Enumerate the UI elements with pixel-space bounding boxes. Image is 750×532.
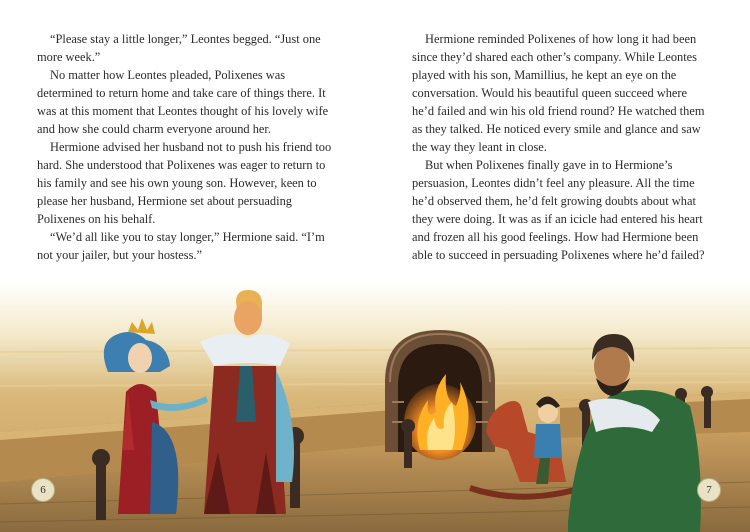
left-paragraph-2: No matter how Leontes pleaded, Polixenes was determined to return home and take care of things there. It was at this moment that Leontes thought of his lovely wife and how she could charm everyone around her. xyxy=(37,68,329,136)
right-paragraph-2: But when Polixenes finally gave in to Hermione’s persuasion, Leontes didn’t feel any pleasure. All the time he’d observed them, he’d felt growing doubts about what they were doing. It was as if an icicle had entered his heart and frozen all his good feelings. How had Hermione been able to succeed in persuading Polixenes where he’d failed? xyxy=(412,158,705,262)
left-paragraph-1: “Please stay a little longer,” Leontes begged. “Just one more week.” xyxy=(37,32,321,64)
left-paragraph-3: Hermione advised her husband not to push his friend too hard. She understood that Polixenes was eager to return to his family and see his own young son. However, keen to please her husband, Hermione set about persuading Polixenes on his behalf. xyxy=(37,140,332,226)
left-paragraph-4: “We’d all like you to stay longer,” Hermione said. “I’m not your jailer, but your hostess.” xyxy=(37,230,325,262)
illustration xyxy=(0,282,750,532)
page-number-left: 6 xyxy=(31,478,55,502)
right-page-text xyxy=(412,30,712,264)
right-paragraph-1: Hermione reminded Polixenes of how long it had been since they’d shared each other’s company. While Leontes played with his son, Mamillius, he kept an eye on the conversation. Would his beautiful queen succeed where he’d failed and win his old friend round? He watched them as they talked. He noticed every smile and glance and saw the way they leant in close. xyxy=(412,32,705,154)
page-number-right: 7 xyxy=(697,478,721,502)
left-page-text xyxy=(37,30,342,264)
